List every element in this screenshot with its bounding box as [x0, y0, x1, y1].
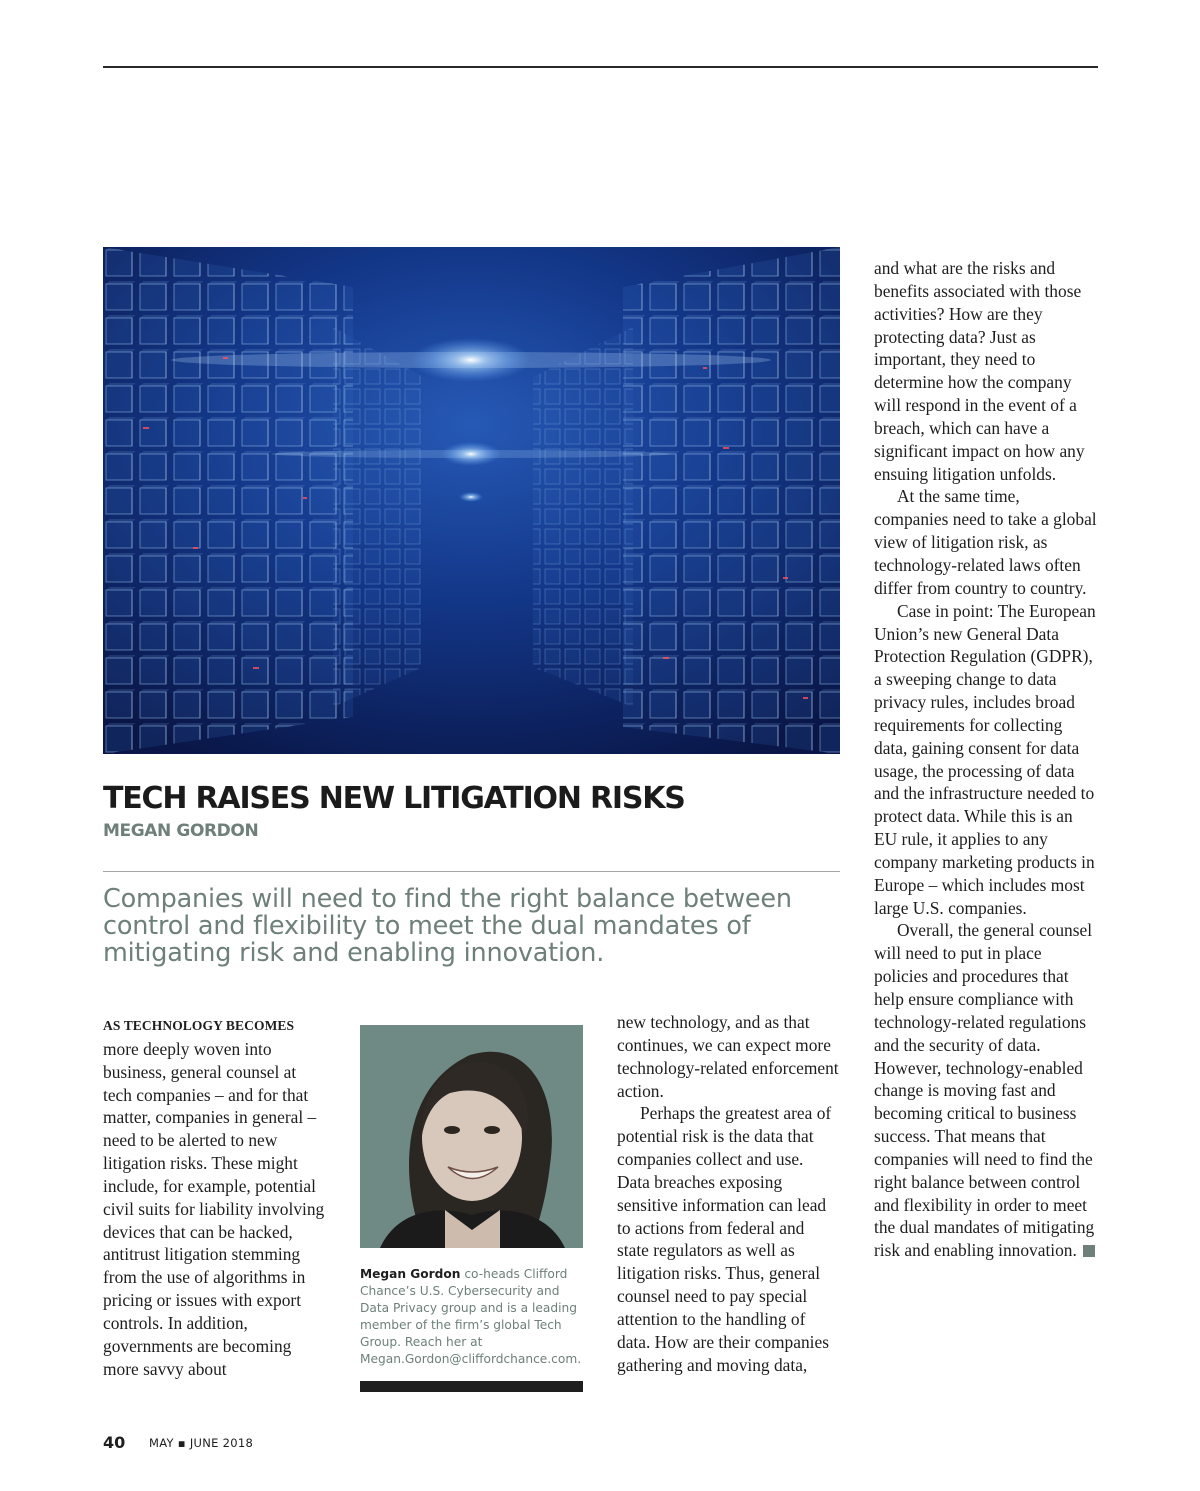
end-mark-icon — [1083, 1245, 1095, 1257]
section-divider — [103, 871, 840, 872]
body-paragraph: and what are the risks and benefits associated with those activities? How are they protecting data? Just as important, they need to determine how the company will respond in the event of a breach, which can have a significant impact on how any ensuing litigation unfolds. — [874, 258, 1085, 484]
lead-in-caps: AS TECHNOLOGY BECOMES — [103, 1018, 295, 1033]
body-paragraph: Perhaps the greatest area of potential risk is the data that companies collect and use. Data breaches exposing sensitive information can lead to actions from federal and state regulators as well as litigation risks. Thus, general counsel need to pay special attention to the handling of data. How are their companies gathering and moving data, — [617, 1103, 832, 1375]
top-rule — [103, 66, 1098, 68]
body-column-3 — [617, 1011, 840, 1377]
body-text-col1: more deeply woven into business, general counsel at tech companies – and for that matter, companies in general – need to be alerted to new litigation risks. These might include, for example, potential civil suits for liability involving devices that can be hacked, antitrust litigation stemming from the use of algorithms in pricing or issues with export controls. In addition, governments are becoming more savvy about — [103, 1038, 325, 1379]
body-paragraph: new technology, and as that continues, we can expect more technology-related enforcement action. — [617, 1012, 839, 1101]
article-dek: Companies will need to find the right balance between control and flexibility to meet the dual mandates of mitigating risk and enabling innovation. — [103, 884, 792, 968]
hero-illustration — [103, 247, 840, 754]
article-headline: TECH RAISES NEW LITIGATION RISKS — [103, 781, 685, 816]
byline: MEGAN GORDON — [103, 821, 259, 841]
author-portrait — [360, 1025, 583, 1248]
body-column-4 — [874, 257, 1098, 1262]
body-column-1 — [103, 1013, 329, 1381]
issue-date: MAY ▪ JUNE 2018 — [149, 1436, 254, 1450]
caption-bar — [360, 1381, 583, 1392]
author-bio: co-heads Clifford Chance’s U.S. Cybersecurity and Data Privacy group and is a leading member of the firm’s global Tech Group. Reach her at Megan.Gordon@cliffordchance.com. — [360, 1267, 582, 1366]
author-caption — [360, 1266, 586, 1368]
body-paragraph: Case in point: The European Union’s new General Data Protection Regulation (GDPR), a sweeping change to data privacy rules, includes broad requirements for collecting data, gaining consent for data usage, the processing of data and the infrastructure needed to protect data. While this is an EU rule, it applies to any company marketing products in Europe – which includes most large U.S. companies. — [874, 600, 1096, 918]
hero-image — [103, 247, 840, 754]
author-photo — [360, 1025, 583, 1248]
author-name: Megan Gordon — [360, 1267, 461, 1281]
body-paragraph: Overall, the general counsel will need to put in place policies and procedures that help ensure compliance with technology-related regulations and the security of data. However, technology-enabled change is moving fast and becoming critical to business success. That means that companies will need to find the right balance between control and flexibility in order to meet the dual mandates of mitigating risk and enabling innovation. — [874, 920, 1095, 1261]
page-number: 40 — [103, 1433, 126, 1452]
body-paragraph: At the same time, companies need to take a global view of litigation risk, as technology-related laws often differ from country to country. — [874, 486, 1097, 598]
